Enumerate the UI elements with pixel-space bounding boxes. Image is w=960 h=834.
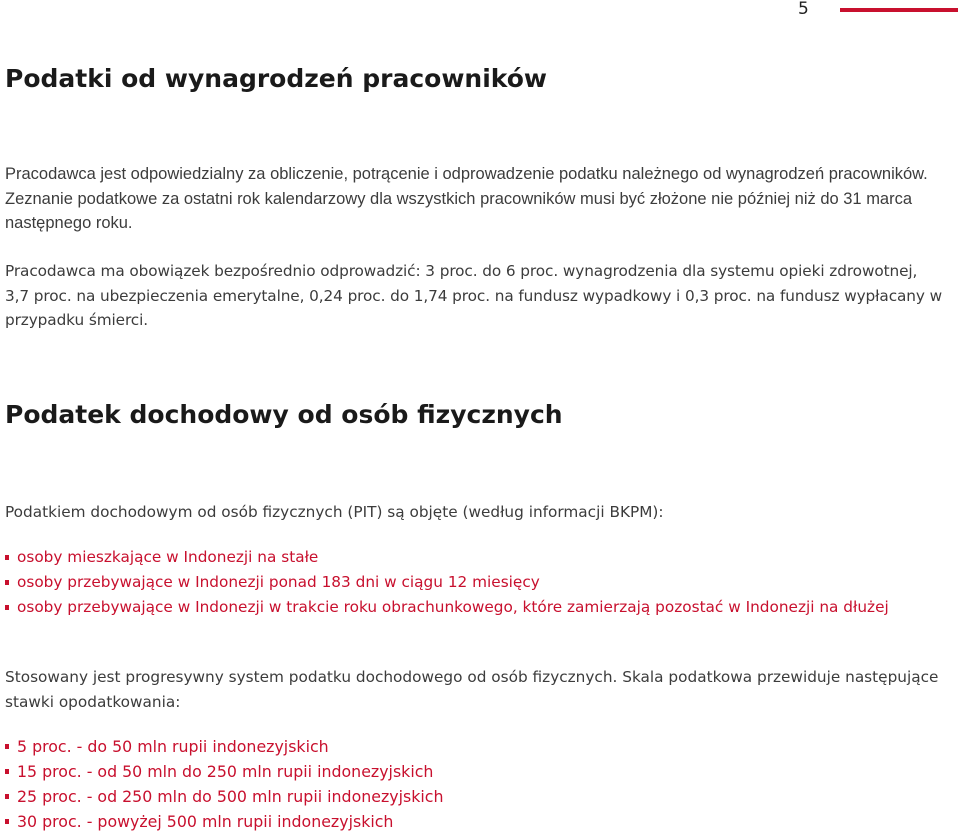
list-item-text: 5 proc. - do 50 mln rupii indonezyjskich bbox=[17, 737, 329, 756]
list-item-text: osoby przebywające w Indonezji ponad 183 dni w ciągu 12 miesięcy bbox=[17, 573, 540, 591]
list-item-text: 30 proc. - powyżej 500 mln rupii indonezyjskich bbox=[17, 812, 394, 831]
list-item-text: osoby przebywające w Indonezji w trakcie roku obrachunkowego, które zamierzają pozostać w Indonezji na dłużej bbox=[17, 598, 889, 616]
list-item bbox=[5, 545, 935, 570]
square-bullet-icon bbox=[5, 744, 9, 749]
tax-rate-list bbox=[5, 734, 935, 834]
square-bullet-icon bbox=[5, 769, 9, 774]
paragraph-progressive-scale: Stosowany jest progresywny system podatku dochodowego od osób fizycznych. Skala podatkowa przewiduje następujące stawki opodatkowania: bbox=[5, 668, 939, 711]
list-item bbox=[5, 570, 935, 595]
list-item-text: 15 proc. - od 50 mln do 250 mln rupii indonezyjskich bbox=[17, 762, 434, 781]
header-accent-rule bbox=[840, 8, 958, 12]
square-bullet-icon bbox=[5, 819, 9, 824]
square-bullet-icon bbox=[5, 555, 9, 560]
list-item bbox=[5, 759, 935, 784]
paragraph-employer-responsibility: Pracodawca jest odpowiedzialny za obliczenie, potrącenie i odprowadzenie podatku należnego od wynagrodzeń pracowników. Zeznanie podatkowe za ostatni rok kalendarzowy dla wszystkich pracowników musi być złożone nie później niż do 31 marca następnego roku. bbox=[5, 165, 928, 232]
list-item bbox=[5, 809, 935, 834]
square-bullet-icon bbox=[5, 794, 9, 799]
section-title-personal-income-tax: Podatek dochodowy od osób fizycznych bbox=[5, 400, 563, 429]
paragraph-employer-contributions: Pracodawca ma obowiązek bezpośrednio odprowadzić: 3 proc. do 6 proc. wynagrodzenia dla systemu opieki zdrowotnej, 3,7 proc. na ubezpieczenia emerytalne, 0,24 proc. do 1,74 proc. na fundusz wypadkowy i 0,3 proc. na fundusz wypłacany w przypadku śmierci. bbox=[5, 262, 942, 329]
list-item-text: 25 proc. - od 250 mln do 500 mln rupii indonezyjskich bbox=[17, 787, 444, 806]
section-title-wage-taxes: Podatki od wynagrodzeń pracowników bbox=[5, 64, 548, 93]
paragraph-pit-intro: Podatkiem dochodowym od osób fizycznych (PIT) są objęte (według informacji BKPM): bbox=[5, 503, 664, 521]
page-number: 5 bbox=[798, 0, 809, 19]
square-bullet-icon bbox=[5, 580, 9, 585]
taxpayer-list bbox=[5, 545, 935, 620]
list-item-text: osoby mieszkające w Indonezji na stałe bbox=[17, 548, 319, 566]
square-bullet-icon bbox=[5, 605, 9, 610]
list-item bbox=[5, 734, 935, 759]
list-item bbox=[5, 784, 935, 809]
list-item bbox=[5, 595, 935, 620]
